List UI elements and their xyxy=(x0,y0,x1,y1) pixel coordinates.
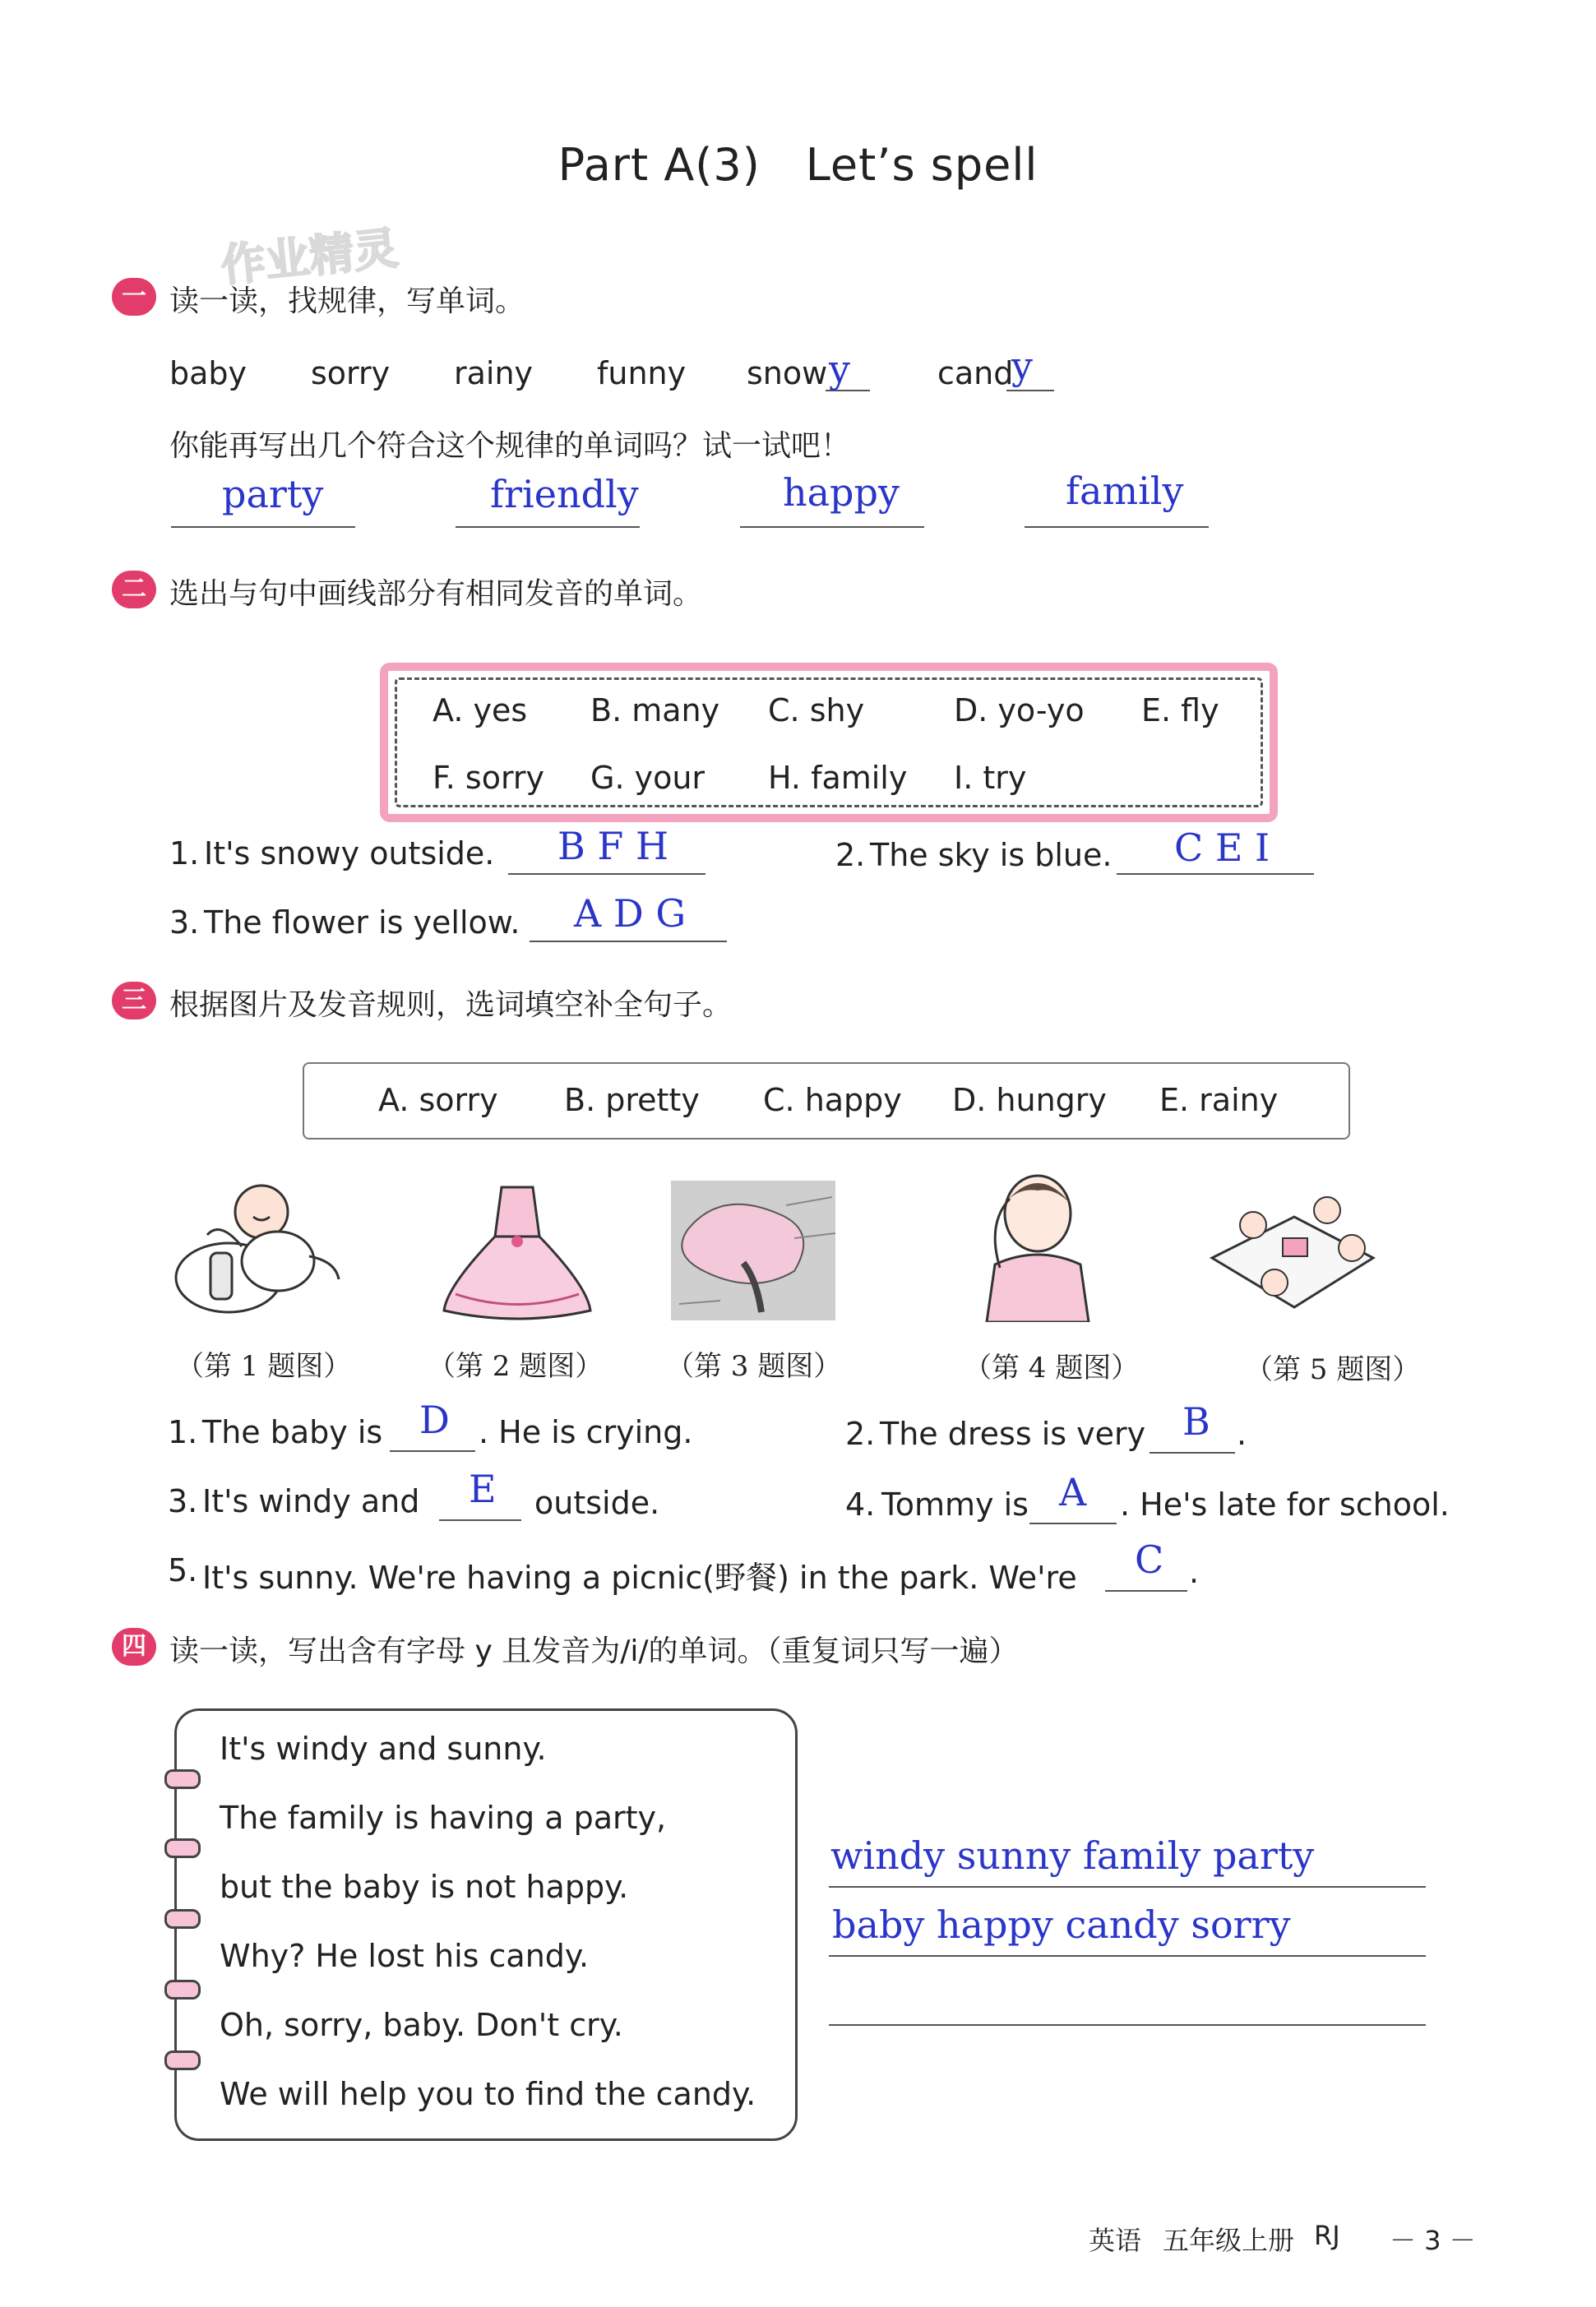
option-f: F. sorry xyxy=(433,760,545,796)
footer-grade: 五年级上册 xyxy=(1163,2225,1295,2256)
answer-line xyxy=(829,1955,1426,1957)
answer-friendly: friendly xyxy=(490,472,639,516)
section3-instruction: 根据图片及发音规则，选词填空补全句子。 xyxy=(169,988,733,1022)
option-a: A. yes xyxy=(433,692,528,728)
answer-snowy: y xyxy=(829,347,850,391)
word-option-c: C. happy xyxy=(763,1082,902,1118)
answer-line xyxy=(1117,873,1314,875)
s3-q1-number: 1. xyxy=(168,1414,198,1450)
binder-ring-icon xyxy=(164,1769,201,1789)
footer-edition: RJ xyxy=(1314,2220,1340,2251)
s3-q2-number: 2. xyxy=(845,1416,876,1452)
section4-badge: 四 xyxy=(112,1628,156,1666)
answer-line xyxy=(439,1519,521,1521)
s3-q3-answer: E xyxy=(469,1467,497,1511)
options-box xyxy=(380,663,1278,822)
picnic-image xyxy=(1204,1167,1376,1324)
s4-answer-1: windy sunny family party xyxy=(830,1833,1315,1878)
option-e: E. fly xyxy=(1141,692,1219,728)
s2-q3-text: The flower is yellow. xyxy=(204,904,520,941)
word-cand: cand xyxy=(937,355,1014,391)
word-sorry: sorry xyxy=(311,355,391,391)
caption-1: （第 1 题图） xyxy=(176,1350,352,1383)
s2-q3-answer: A D G xyxy=(574,891,687,936)
caption-4: （第 4 题图） xyxy=(964,1352,1140,1385)
section2-instruction: 选出与句中画线部分有相同发音的单词。 xyxy=(169,577,703,611)
crying-baby-image xyxy=(171,1171,344,1327)
caption-2: （第 2 题图） xyxy=(428,1350,604,1383)
section4-instruction: 读一读，写出含有字母 y 且发音为/i/的单词。（重复词只写一遍） xyxy=(169,1634,1019,1668)
s3-q5-number: 5. xyxy=(168,1552,198,1588)
page-number: － 3 － xyxy=(1390,2225,1476,2256)
binder-ring-icon xyxy=(164,2050,201,2070)
s3-q3-before: It's windy and xyxy=(202,1483,420,1519)
s3-q1-answer: D xyxy=(419,1398,450,1442)
s3-q2-after: . xyxy=(1237,1416,1247,1452)
watermark: 作业精灵 xyxy=(218,221,401,293)
s3-q2-before: The dress is very xyxy=(880,1416,1146,1452)
binder-ring-icon xyxy=(164,1980,201,2000)
answer-line xyxy=(1105,1590,1187,1592)
pink-dress-image xyxy=(431,1171,604,1327)
s2-q2-answer: C E I xyxy=(1174,825,1270,870)
section3-badge: 三 xyxy=(112,982,156,1019)
s3-q1-after: . He is crying. xyxy=(479,1414,693,1450)
word-snow: snow xyxy=(747,355,828,391)
answer-line xyxy=(1150,1452,1235,1454)
section1-instruction: 读一读，找规律，写单词。 xyxy=(169,284,525,318)
word-funny: funny xyxy=(597,355,687,391)
s2-q2-text: The sky is blue. xyxy=(870,837,1113,873)
story-line-5: Oh, sorry, baby. Don't cry. xyxy=(220,2007,623,2043)
word-option-a: A. sorry xyxy=(378,1082,498,1118)
s2-q2-number: 2. xyxy=(835,837,866,873)
answer-line xyxy=(1029,1523,1117,1524)
word-options-box xyxy=(303,1062,1350,1140)
answer-line xyxy=(829,1886,1426,1888)
section2-badge: 二 xyxy=(112,571,156,608)
s3-q5-before: It's sunny. We're having a picnic(野餐) in the park. We're xyxy=(202,1560,1077,1596)
s4-answer-2: baby happy candy sorry xyxy=(832,1902,1291,1947)
section1-badge: 一 xyxy=(112,278,156,316)
s3-q4-number: 4. xyxy=(845,1486,876,1523)
footer-subject: 英语 xyxy=(1089,2225,1142,2256)
answer-line xyxy=(390,1450,475,1452)
s3-q4-before: Tommy is xyxy=(881,1486,1029,1523)
story-line-1: It's windy and sunny. xyxy=(220,1731,547,1767)
page-title: Part A(3) Let’s spell xyxy=(557,139,1039,191)
answer-line xyxy=(740,526,924,528)
option-d: D. yo-yo xyxy=(954,692,1085,728)
answer-party: party xyxy=(222,472,324,516)
option-g: G. your xyxy=(590,760,705,796)
s3-q4-answer: A xyxy=(1059,1470,1087,1514)
story-line-4: Why? He lost his candy. xyxy=(220,1938,590,1974)
story-line-3: but the baby is not happy. xyxy=(220,1869,629,1905)
s3-q2-answer: B xyxy=(1182,1399,1210,1444)
sorry-boy-image xyxy=(947,1166,1120,1322)
s3-q1-before: The baby is xyxy=(202,1414,383,1450)
option-i: I. try xyxy=(954,760,1027,796)
s3-q5-answer: C xyxy=(1135,1537,1164,1582)
word-option-b: B. pretty xyxy=(564,1082,700,1118)
word-baby: baby xyxy=(169,355,247,391)
s3-q3-after: outside. xyxy=(534,1485,660,1521)
answer-line xyxy=(171,526,355,528)
section1-prompt: 你能再写出几个符合这个规律的单词吗？试一试吧！ xyxy=(169,429,851,463)
s2-q3-number: 3. xyxy=(169,904,200,941)
s3-q3-number: 3. xyxy=(168,1483,198,1519)
s3-q4-after: . He's late for school. xyxy=(1120,1486,1450,1523)
binder-ring-icon xyxy=(164,1838,201,1858)
word-option-d: D. hungry xyxy=(952,1082,1107,1118)
caption-3: （第 3 题图） xyxy=(666,1350,842,1383)
s2-q1-number: 1. xyxy=(169,835,200,871)
option-b: B. many xyxy=(590,692,720,728)
s2-q1-text: It's snowy outside. xyxy=(204,835,495,871)
answer-line xyxy=(456,526,640,528)
story-line-2: The family is having a party, xyxy=(220,1800,667,1836)
answer-line xyxy=(530,941,727,942)
answer-family: family xyxy=(1066,469,1184,513)
story-box xyxy=(174,1708,798,2141)
windy-tree-image xyxy=(671,1181,844,1337)
answer-line xyxy=(508,873,705,875)
option-h: H. family xyxy=(768,760,908,796)
s2-q1-answer: B F H xyxy=(557,824,669,868)
caption-5: （第 5 题图） xyxy=(1245,1353,1421,1386)
s3-q5-after: . xyxy=(1189,1554,1200,1590)
word-rainy: rainy xyxy=(454,355,534,391)
answer-line xyxy=(1025,526,1209,528)
word-option-e: E. rainy xyxy=(1159,1082,1279,1118)
answer-line xyxy=(829,2024,1426,2026)
story-line-6: We will help you to find the candy. xyxy=(220,2076,756,2112)
answer-happy: happy xyxy=(783,470,900,515)
option-c: C. shy xyxy=(768,692,865,728)
binder-ring-icon xyxy=(164,1909,201,1929)
blank-line xyxy=(1006,390,1054,391)
answer-candy: y xyxy=(1011,344,1033,388)
